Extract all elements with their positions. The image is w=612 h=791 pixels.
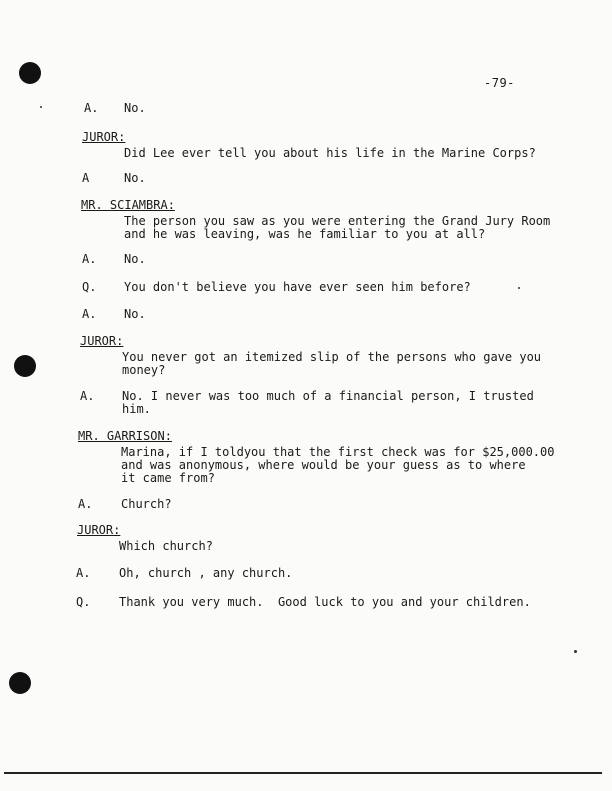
- scan-speck: [518, 287, 520, 289]
- question-text: Marina, if I toldyou that the first check was for $25,000.00 and was anonymous, where would be your guess as to where it came from?: [121, 445, 555, 485]
- scan-speck: [574, 650, 577, 653]
- speaker-marker: A.: [82, 307, 97, 321]
- question-text: The person you saw as you were entering the Grand Jury Room and he was leaving, was he familiar to you at all?: [124, 214, 551, 241]
- question-text: Thank you very much. Good luck to you and your children.: [119, 595, 531, 609]
- speaker-marker: A: [82, 171, 90, 185]
- speaker-marker: A.: [78, 497, 93, 511]
- speaker-label: JUROR:: [82, 130, 126, 144]
- question-text: Did Lee ever tell you about his life in the Marine Corps?: [124, 146, 536, 160]
- speaker-label: JUROR:: [80, 334, 124, 348]
- answer-text: No.: [124, 171, 146, 185]
- speaker-marker: Q.: [82, 280, 97, 294]
- speaker-marker: A.: [76, 566, 91, 580]
- speaker-label: MR. GARRISON:: [78, 429, 172, 443]
- speaker-label: JUROR:: [77, 523, 121, 537]
- speaker-marker: Q.: [76, 595, 91, 609]
- question-text: You never got an itemized slip of the persons who gave you money?: [122, 350, 542, 377]
- binder-hole: [19, 62, 41, 84]
- speaker-marker: A.: [82, 252, 97, 266]
- page-number: -79-: [484, 76, 515, 90]
- binder-hole: [14, 355, 36, 377]
- speaker-marker: A.: [84, 101, 99, 115]
- question-text: You don't believe you have ever seen him before?: [124, 280, 471, 294]
- question-text: Which church?: [119, 539, 213, 553]
- answer-text: No.: [124, 307, 146, 321]
- speaker-marker: A.: [80, 389, 95, 403]
- binder-hole: [9, 672, 31, 694]
- answer-text: Oh, church , any church.: [119, 566, 293, 580]
- answer-text: No. I never was too much of a financial person, I trusted him.: [122, 389, 534, 416]
- page-bottom-rule: [4, 772, 602, 774]
- scan-speck: [40, 106, 42, 108]
- answer-text: Church?: [121, 497, 172, 511]
- answer-text: No.: [124, 252, 146, 266]
- speaker-label: MR. SCIAMBRA:: [81, 198, 175, 212]
- answer-text: No.: [124, 101, 146, 115]
